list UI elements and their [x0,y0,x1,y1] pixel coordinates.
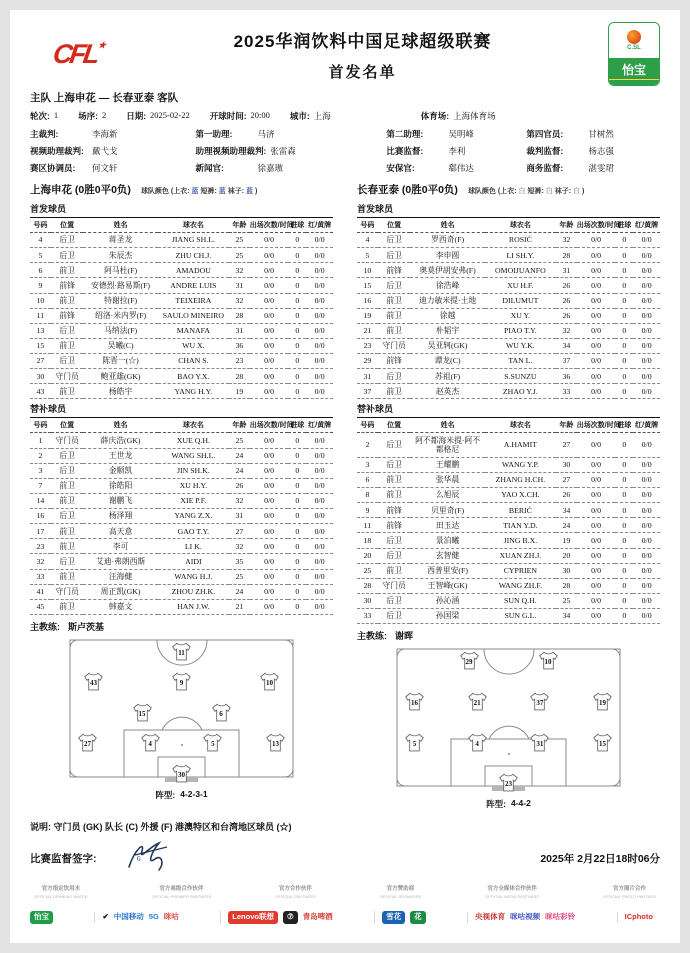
official-pair: 视频助理裁判: 戴弋戈 [30,146,118,156]
player-row: 27 后卫 陈晋一(☆) CHAN S. 23 0/0 0 0/0 [30,354,333,369]
sponsor-logo-icon: 咪咕 [163,912,179,922]
official-pair: 第一助理: 马济 [195,129,275,139]
formation-row [396,651,621,671]
official-pair: 第四官员: 甘树然 [526,129,614,139]
player-row: 28 守门员 王智峰(GK) WANG ZH.F. 28 0/0 0 0/0 [357,578,660,593]
sponsor-logo-group [30,911,60,924]
away-subs-table [357,417,660,624]
table-header-row [357,418,660,433]
player-row: 29 前锋 谭龙(C) TAN L. 37 0/0 0 0/0 [357,354,660,369]
sponsor-logo-icon: ✔ [102,912,109,922]
info-pair: 体育场: 上海体育场 [420,111,496,121]
away-team-name: 长春亚泰 (0胜0平0负) [357,184,458,196]
official-pair: 赛区协调员: 何文轩 [30,163,118,173]
player-row: 13 后卫 马纳法(F) MANAFA 31 0/0 0 0/0 [30,323,333,338]
player-row: 16 前卫 迪力敏米提·土地 DILUMUT 26 0/0 0 0/0 [357,293,660,308]
sponsor-tier-label: 官方高级合作伙伴 OFFICIAL PREMIER PARTNERS [151,886,212,900]
player-row: 6 前卫 张华晨 ZHANG H.CH. 27 0/0 0 0/0 [357,472,660,487]
info-pair: 轮次: 1 [30,110,59,121]
player-shirt-icon: 10 [259,672,280,692]
official-pair: 裁判监督: 杨志强 [526,146,614,156]
player-row: 33 前卫 汪海健 WANG H.J. 25 0/0 0 0/0 [30,569,333,584]
player-shirt-icon: 21 [467,692,488,712]
sponsor-tier-label: 官方指定饮用水 OFFICIAL DRINKING WATER [34,886,88,900]
home-starters-table [30,217,333,399]
column-header: 姓名 [83,418,157,433]
sponsor-logo-icon: 央视体育 [475,912,506,922]
column-header: 进球 [288,218,306,233]
player-row: 16 后卫 杨泽翔 YANG Z.X. 31 0/0 0 0/0 [30,509,333,524]
sponsor-logo-group [617,912,660,923]
sponsor-logo-icon: 中国移动 [113,912,144,922]
player-row: 20 后卫 玄智健 XUAN ZH.J. 20 0/0 0 0/0 [357,548,660,563]
player-shirt-icon: 31 [529,733,550,753]
player-row: 11 前锋 绍洛·米内罗(F) SAULO MINEIRO 28 0/0 0 0/0 [30,308,333,323]
away-starters-label: 首发球员 [357,204,394,214]
player-row: 9 前锋 贝里奇(F) BERIĆ 34 0/0 0 0/0 [357,503,660,518]
player-shirt-icon: 37 [529,692,550,712]
sponsor-logo-icon: 花 [410,911,426,924]
column-header: 红/黄牌 [633,218,660,233]
sponsor-logo-icon: ICphoto [624,912,653,922]
player-shirt-icon: 43 [83,672,104,692]
column-header: 进球 [615,418,633,433]
player-row: 2 后卫 阿不都海米提·阿不都格尼 A.HAMIT 27 0/0 0 0/0 [357,433,660,457]
player-row: 15 前卫 吴曦(C) WU X. 36 0/0 0 0/0 [30,338,333,353]
player-row: 5 后卫 李申圆 LI SH.Y. 28 0/0 0 0/0 [357,248,660,263]
home-coach: 主教练: 斯卢茨基 [30,621,105,632]
player-row: 45 前卫 韩嘉文 HAN J.W. 21 0/0 0 0/0 [30,599,333,614]
player-shirt-icon: 11 [171,642,192,662]
player-row: 6 前卫 阿马杜(F) AMADOU 32 0/0 0 0/0 [30,263,333,278]
formation-row [69,733,294,753]
formation-row [69,764,294,784]
away-kit-colors: 球队颜色 (上衣: 白 短裤: 白 袜子: 白 ) [467,188,585,195]
away-subs-label: 替补球员 [357,404,394,415]
player-shirt-icon: 6 [211,703,232,723]
column-header: 红/黄牌 [633,418,660,433]
sponsor-logo-icon: 5G [148,912,159,922]
column-header: 出场次数/时间 [250,218,289,233]
page-subtitle: 首发名单 [328,63,397,81]
player-shirt-icon: 16 [404,692,425,712]
officials-grid [30,128,660,174]
home-subs-label: 替补球员 [30,404,67,415]
player-row: 23 守门员 吴亚轲(GK) WU Y.K. 34 0/0 0 0/0 [357,338,660,353]
player-row: 30 后卫 孙沁涵 SUN Q.H. 25 0/0 0 0/0 [357,593,660,608]
formation-row [396,773,621,793]
player-shirt-icon: 19 [592,692,613,712]
lineup-sheet [10,10,680,943]
column-header: 号码 [357,418,378,433]
player-row: 1 守门员 薛庆浩(GK) XUE Q.H. 25 0/0 0 0/0 [30,433,333,448]
official-pair: 商务监督: 湛雯珺 [526,163,614,173]
player-row: 7 前卫 徐皓阳 XU H.Y. 26 0/0 0 0/0 [30,478,333,493]
svg-text:6: 6 [136,855,140,864]
info-pair: 开球时间: 20:00 [209,110,270,121]
column-header: 位置 [378,218,411,233]
away-team-column [357,182,660,810]
away-starters-table [357,217,660,399]
player-shirt-icon: 15 [592,733,613,753]
player-row: 25 前卫 西普里安(F) CYPRIEN 30 0/0 0 0/0 [357,563,660,578]
away-coach: 主教练: 谢晖 [357,631,414,642]
titles [125,27,600,82]
player-shirt-icon: 5 [202,733,223,753]
table-header-row [357,218,660,233]
sponsor-tier-label: 官方合作伙伴 OFFICIAL PARTNERS [275,886,316,900]
player-shirt-icon: 30 [171,764,192,784]
football-icon [627,30,641,44]
home-team-column [30,182,333,810]
sponsor-logo-icon: 怡宝 [30,911,53,924]
player-row: 9 前锋 安德烈·路易斯(F) ANDRE LUIS 31 0/0 0 0/0 [30,278,333,293]
player-row: 17 前卫 高天意 GAO T.Y. 27 0/0 0 0/0 [30,524,333,539]
column-header: 号码 [357,218,378,233]
player-shirt-icon: 27 [77,733,98,753]
column-header: 年龄 [556,218,577,233]
player-row: 3 后卫 王耀鹏 WANG Y.P. 30 0/0 0 0/0 [357,457,660,472]
player-row: 19 前卫 徐越 XU Y. 26 0/0 0 0/0 [357,308,660,323]
column-header: 球衣名 [485,218,556,233]
official-pair: 新闻官: 徐嘉璈 [195,163,283,173]
player-row: 30 守门员 鲍亚雄(GK) BAO Y.X. 28 0/0 0 0/0 [30,369,333,384]
sponsor-badge-icon: C.SL 怡宝 [608,22,660,86]
column-header: 球衣名 [158,418,229,433]
sponsor-logo-icon: ⑦ [283,911,298,924]
sponsor-tier-label: 官方图片合作 OFFICIAL PHOTO PARTNER [603,886,656,900]
sponsor-tier-label: 官方赞助商 OFFICIAL SPONSORS [379,886,422,900]
player-row: 2 后卫 王世龙 WANG SH.L. 24 0/0 0 0/0 [30,448,333,463]
column-header: 年龄 [556,418,577,433]
page-header [30,22,660,86]
sponsor-tier-label: 官方全媒体合作伙伴 OFFICIAL MEDIA PARTNERS [485,886,540,900]
info-pair: 日期: 2025-02-22 [126,110,190,121]
player-row: 18 后卫 景泊曦 JING B.X. 19 0/0 0 0/0 [357,533,660,548]
column-header: 姓名 [83,218,157,233]
column-header: 出场次数/时间 [577,218,616,233]
signature-datetime: 2025年 2月22日18时06分 [540,853,660,866]
signature-scribble-icon [115,839,187,878]
player-shirt-icon: 9 [171,672,192,692]
home-team-name: 上海申花 (0胜0平0负) [30,184,131,196]
signature-row [30,839,660,878]
sponsor-logo-group [467,912,582,923]
info-pair: 城市: 上海 [289,111,331,121]
formation-row [69,642,294,662]
player-row: 33 后卫 孙国梁 SUN G.L. 34 0/0 0 0/0 [357,609,660,624]
player-row: 11 前锋 田玉达 TIAN Y.D. 24 0/0 0 0/0 [357,518,660,533]
home-formation: 阵型: 4-2-3-1 [155,788,208,800]
player-row: 23 前卫 李可 LI K. 32 0/0 0 0/0 [30,539,333,554]
player-shirt-icon: 15 [132,703,153,723]
official-pair: 安保官: 郗伟达 [386,163,474,173]
player-row: 4 后卫 罗西奇(F) ROSIĆ 32 0/0 0 0/0 [357,233,660,248]
match-info-row [30,110,660,122]
sponsor-logo-group [94,912,185,923]
player-row: 8 前卫 么旭辰 YAO X.CH. 26 0/0 0 0/0 [357,488,660,503]
player-row: 5 后卫 朱辰杰 ZHU CH.J. 25 0/0 0 0/0 [30,248,333,263]
table-header-row [30,218,333,233]
player-shirt-icon: 4 [140,733,161,753]
away-formation: 阵型: 4-4-2 [486,798,531,810]
sponsor-logo-icon: Lenovo联想 [228,911,278,924]
home-kit-colors: 球队颜色 (上衣: 蓝 短裤: 蓝 袜子: 蓝 ) [140,188,258,195]
away-pitch-diagram [396,648,621,794]
column-header: 位置 [378,418,411,433]
signature-label: 比赛监督签字: [30,853,97,866]
official-pair: 助理视频助理裁判: 张雷森 [195,146,296,156]
column-header: 出场次数/时间 [577,418,616,433]
official-pair: 比赛监督: 李利 [386,146,466,156]
column-header: 球衣名 [158,218,229,233]
player-row: 32 后卫 艾迪·弗朗西斯 AIDI 35 0/0 0 0/0 [30,554,333,569]
column-header: 进球 [288,418,306,433]
page-title: 2025华润饮料中国足球超级联赛 [233,31,492,51]
official-pair: 第二助理: 吴明峰 [386,129,474,139]
column-header: 球衣名 [485,418,556,433]
player-row: 10 前卫 特谢拉(F) TEIXEIRA 32 0/0 0 0/0 [30,293,333,308]
sponsor-logo-strip [30,905,660,924]
player-shirt-icon: 23 [498,773,519,793]
sponsor-tiers [34,884,656,899]
player-shirt-icon: 10 [538,651,559,671]
column-header: 进球 [615,218,633,233]
column-header: 红/黄牌 [306,218,333,233]
player-row: 21 前卫 朴韬宇 PIAO T.Y. 32 0/0 0 0/0 [357,323,660,338]
official-pair: 主裁判: 李海新 [30,129,118,139]
player-shirt-icon: 13 [265,733,286,753]
player-row: 31 后卫 苏祖(F) S.SUNZU 36 0/0 0 0/0 [357,369,660,384]
player-row: 43 前卫 杨皓宇 YANG H.Y. 19 0/0 0 0/0 [30,384,333,399]
column-header: 位置 [51,218,84,233]
legend-note: 说明: 守门员 (GK) 队长 (C) 外援 (F) 港澳特区和台湾地区球员 (☆) [30,822,292,833]
home-subs-table [30,417,333,615]
column-header: 出场次数/时间 [250,418,289,433]
formation-row [69,703,294,723]
column-header: 年龄 [229,218,250,233]
formation-row [69,672,294,692]
player-row: 4 后卫 蒋圣龙 JIANG SH.L. 25 0/0 0 0/0 [30,233,333,248]
player-row: 41 守门员 周正凯(GK) ZHOU ZH.K. 24 0/0 0 0/0 [30,584,333,599]
player-row: 14 前卫 谢鹏飞 XIE P.F. 32 0/0 0 0/0 [30,493,333,508]
matchup-line: 主队 上海申花 — 长春亚泰 客队 [30,92,179,104]
teams-grid [30,182,660,810]
formation-row [396,733,621,753]
sponsor-logo-icon: 咪咕视频 [510,912,541,922]
player-row: 15 后卫 徐浩峰 XU H.F. 26 0/0 0 0/0 [357,278,660,293]
column-header: 红/黄牌 [306,418,333,433]
column-header: 号码 [30,418,51,433]
cfl-league-logo-icon: CFL★ [51,38,104,69]
sponsor-logo-icon: 雪花 [382,911,405,924]
player-row: 3 后卫 金顺凯 JIN SH.K. 24 0/0 0 0/0 [30,463,333,478]
sponsor-logo-icon: 咪咕彩铃 [545,912,576,922]
column-header: 年龄 [229,418,250,433]
home-starters-label: 首发球员 [30,204,67,214]
player-row: 37 前卫 赵英杰 ZHAO Y.J. 33 0/0 0 0/0 [357,384,660,399]
info-pair: 场序: 2 [78,110,107,121]
sponsor-logo-group [374,911,433,924]
player-shirt-icon: 5 [404,733,425,753]
formation-row [396,692,621,712]
table-header-row [30,418,333,433]
sponsor-logo-icon: 青岛啤酒 [302,912,333,922]
column-header: 位置 [51,418,84,433]
column-header: 姓名 [410,418,484,433]
column-header: 号码 [30,218,51,233]
home-pitch-diagram [69,639,294,785]
player-shirt-icon: 29 [459,651,480,671]
player-row: 10 前锋 奥莫伊胡安弗(F) OMOIJUANFO 31 0/0 0 0/0 [357,263,660,278]
column-header: 姓名 [410,218,484,233]
player-shirt-icon: 4 [467,733,488,753]
badge-brand-label: 怡宝 [609,58,659,79]
sponsor-logo-group [220,911,339,924]
